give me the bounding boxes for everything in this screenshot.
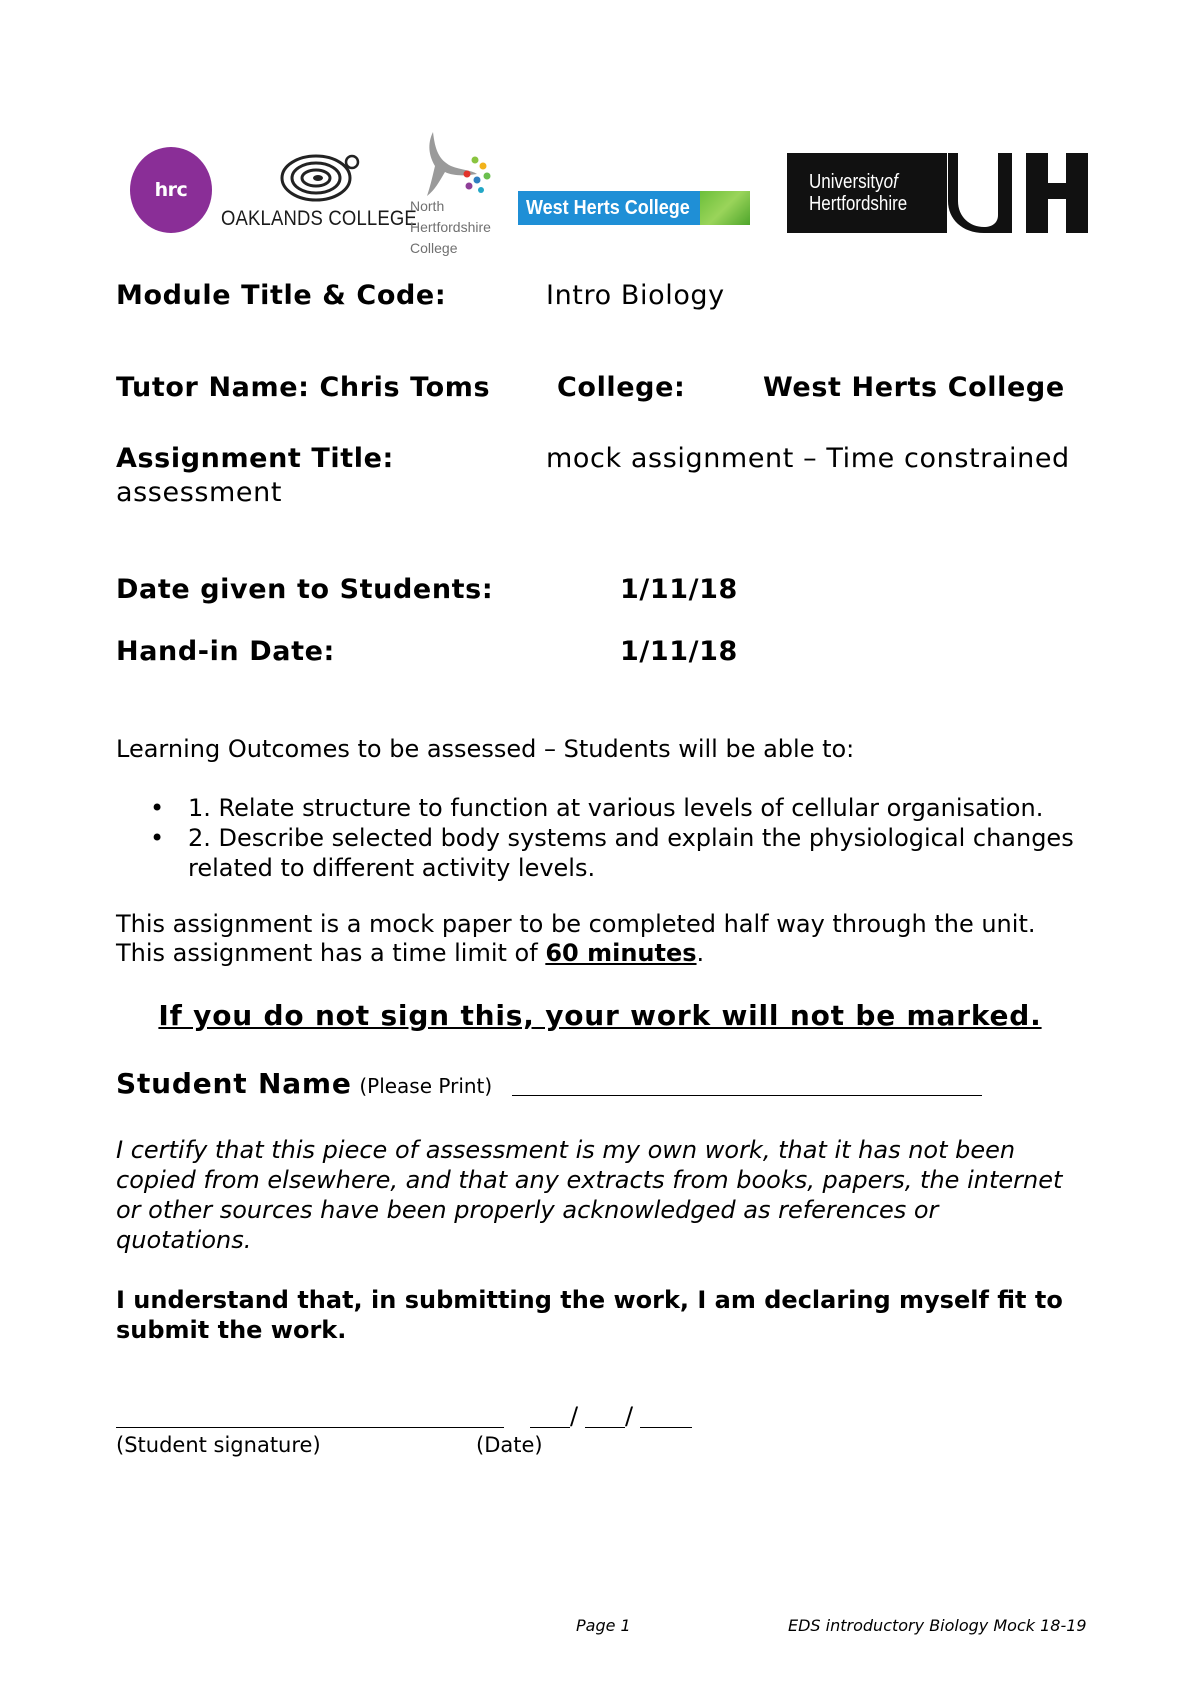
west-herts-logo-text: West Herts College xyxy=(526,197,690,219)
west-herts-stripe-icon xyxy=(700,191,750,225)
time-limit-prefix: This assignment has a time limit of xyxy=(116,939,546,967)
mock-paper-note: This assignment is a mock paper to be completed half way through the unit. xyxy=(116,910,1036,938)
outcome-1: 1. Relate structure to function at various levels of cellular organisation. xyxy=(188,794,1044,822)
time-limit-value: 60 minutes xyxy=(545,939,697,967)
hand-in-date-value: 1/11/18 xyxy=(620,636,738,667)
module-title-label: Module Title & Code: xyxy=(116,280,447,311)
date-month-field[interactable] xyxy=(585,1427,625,1428)
oaklands-swirl-icon xyxy=(280,152,362,206)
north-herts-logo-text xyxy=(410,196,491,256)
signature-warning: If you do not sign this, your work will not be marked. xyxy=(158,999,1042,1032)
date-given-label: Date given to Students: xyxy=(116,574,494,605)
uh-monogram-icon xyxy=(948,153,1088,233)
north-herts-bird-icon xyxy=(405,130,505,200)
certify-line-2: copied from elsewhere, and that any extracts from books, papers, the internet xyxy=(116,1166,1063,1194)
declare-line-1: I understand that, in submitting the work, I am declaring myself fit to xyxy=(116,1286,1063,1314)
logo-strip xyxy=(0,0,1200,260)
module-title-value: Intro Biology xyxy=(546,280,725,311)
signature-caption: (Student signature) xyxy=(116,1433,321,1457)
student-name-label: Student Name xyxy=(116,1067,352,1100)
college-label: College: xyxy=(557,372,686,403)
date-year-field[interactable] xyxy=(640,1427,692,1428)
assignment-title-value: mock assignment – Time constrained xyxy=(546,443,1070,474)
certify-line-4: quotations. xyxy=(116,1226,252,1254)
hand-in-date-label: Hand-in Date: xyxy=(116,636,335,667)
student-name-field[interactable] xyxy=(512,1095,982,1096)
oaklands-logo-text: OAKLANDS COLLEGE xyxy=(221,207,417,230)
north-herts-line-1: North xyxy=(410,198,445,214)
north-herts-line-3: College xyxy=(410,240,458,256)
certify-line-1: I certify that this piece of assessment is my own work, that it has not been xyxy=(116,1136,1016,1164)
date-separator-2: / xyxy=(625,1402,634,1430)
date-given-value: 1/11/18 xyxy=(620,574,738,605)
outcome-2-line-1: 2. Describe selected body systems and explain the physiological changes xyxy=(188,824,1074,852)
north-herts-line-2: Hertfordshire xyxy=(410,219,491,235)
date-caption: (Date) xyxy=(476,1433,543,1457)
outcome-2-line-2: related to different activity levels. xyxy=(188,854,596,882)
uh-logo-university: University xyxy=(809,171,884,193)
certify-line-3: or other sources have been properly acknowledged as references or xyxy=(116,1196,939,1224)
uh-logo-line-1 xyxy=(809,171,926,193)
hrc-logo-text: hrc xyxy=(154,179,188,201)
footer-document-name: EDS introductory Biology Mock 18-19 xyxy=(788,1616,1087,1635)
date-day-field[interactable] xyxy=(530,1427,570,1428)
declare-line-2: submit the work. xyxy=(116,1316,347,1344)
assignment-title-value-cont: assessment xyxy=(116,477,283,508)
uh-logo-of: of xyxy=(883,171,898,193)
student-name-hint: (Please Print) xyxy=(359,1074,493,1098)
assignment-title-label: Assignment Title: xyxy=(116,443,394,474)
time-limit-suffix: . xyxy=(696,939,705,967)
bullet-icon: • xyxy=(150,794,165,822)
college-value: West Herts College xyxy=(763,372,1065,403)
bullet-icon: • xyxy=(150,824,165,852)
uh-logo-box xyxy=(787,153,947,233)
date-separator-1: / xyxy=(570,1402,579,1430)
uh-logo-line-2: Hertfordshire xyxy=(809,193,908,215)
footer-page-number: Page 1 xyxy=(576,1616,631,1635)
learning-outcomes-intro: Learning Outcomes to be assessed – Students will be able to: xyxy=(116,735,855,763)
hrc-logo xyxy=(130,147,212,233)
student-name-row xyxy=(116,1067,492,1100)
time-limit-note xyxy=(116,939,704,967)
tutor-name-label: Tutor Name: Chris Toms xyxy=(116,372,491,403)
student-signature-field[interactable] xyxy=(116,1427,504,1428)
west-herts-logo xyxy=(518,191,750,225)
